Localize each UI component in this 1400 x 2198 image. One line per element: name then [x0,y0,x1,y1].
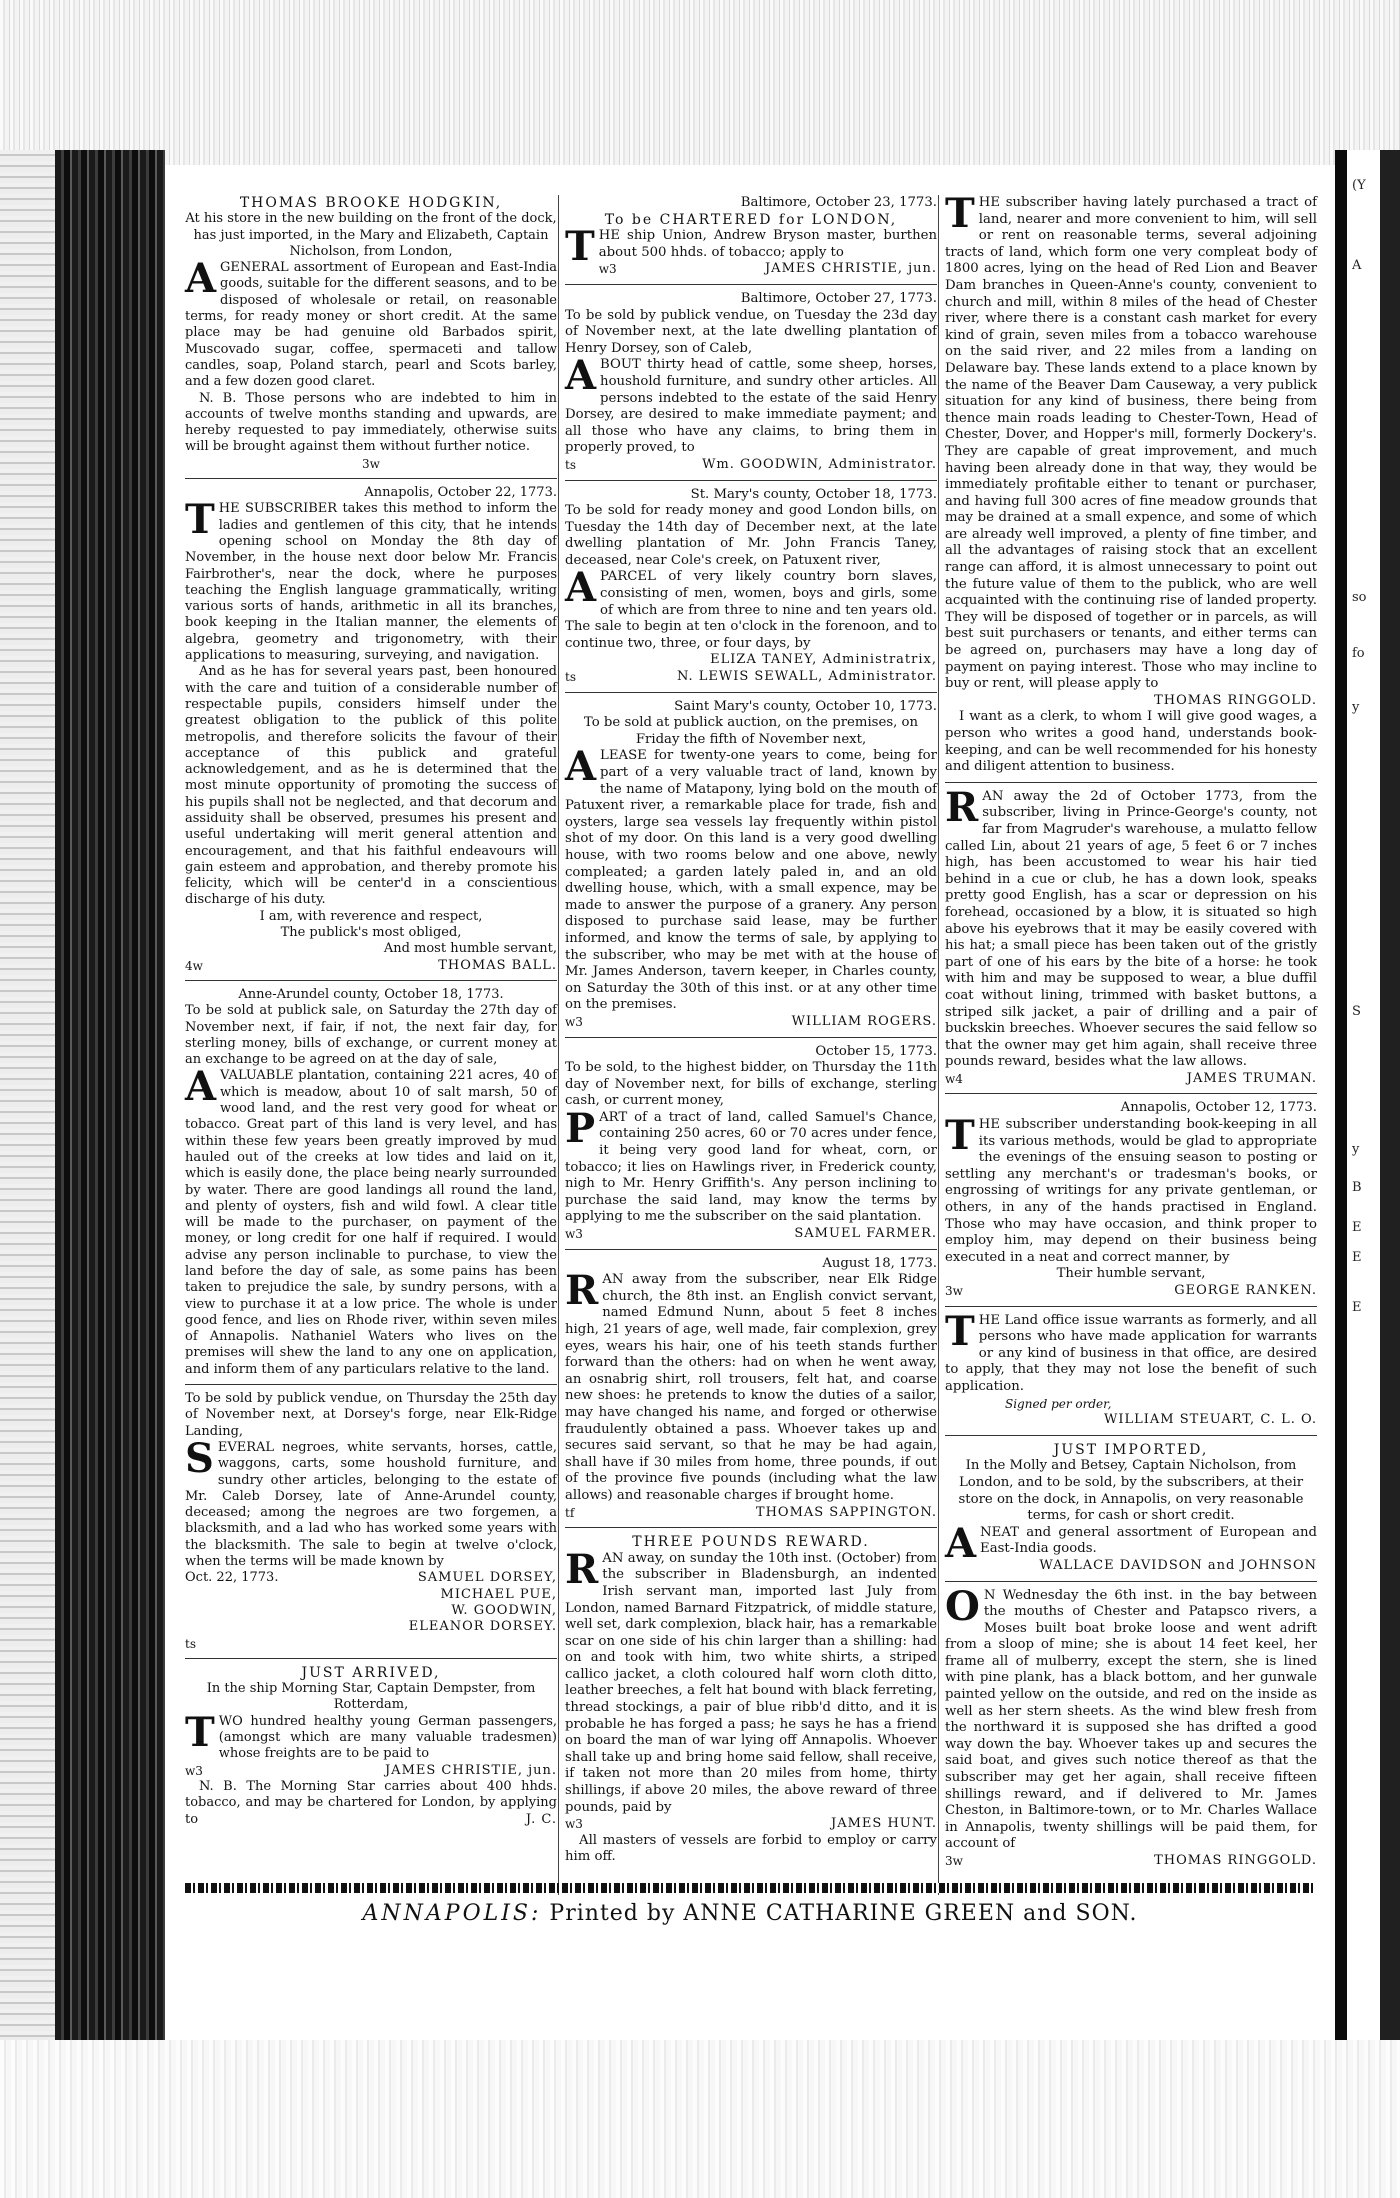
dateline: Anne-Arundel county, October 18, 1773. [238,986,504,1002]
ad-separator [565,1037,937,1038]
ad-body: AN away the 2d of October 1773, from the subscriber, living in Prince-George's county, not far from Magruder's warehouse, a mulatto fellow called Lin, about 21 years of age, 5 feet 6 or 7 inches high, has been accustomed to wear his hair tied behind in a cue or club, he has a down look, speaks pretty good English, has a scar or depression on his forehead, occasioned by a blow, it is situated so high above his eyebrows that it may be easily covered with his hat; a small piece has been taken out of the gristly part of one of his ears by the bite of a horse: he took with him and may be supposed to wear, a blue duffil coat without lining, trimmed with basket buttons, a striped silk jacket, a pair of drilling and a pair of buckskin breeches. Whoever secures the said fellow so that the owner may get him again, shall receive three pounds reward, besides what the law allows. [945,788,1317,1070]
drop-cap: T [945,1112,975,1160]
dateline: October 15, 1773. [815,1043,937,1059]
ad-body-continued: And as he has for several years past, been honoured with the care and tuition of a considerable number of respectable pupils, considers himself under the greatest obligation to the publick of this polite metropolis, and therefore solicits the favour of their acceptance of this publick and grateful acknowledgement, and as he is determined that the most minute opportunity of promoting the success of his pupils shall not be neglected, and that decorum and assiduity shall be observed, presumes his present and useful undertaking will merit general attention and encouragement, and that his faithful endeavours will gain esteem and approbation, and thereby promote his felicity, which will be center'd in a conscientious discharge of his duty. [185,664,557,908]
insertion-mark: 3w [945,1284,963,1298]
book-binding [55,150,165,2070]
signer: N. LEWIS SEWALL, Administrator. [676,669,937,685]
ad-nb: I want as a clerk, to whom I will give good wages, a person who writes a good hand, understands book-keeping, and can be well recommended for his honesty and diligent attention to business. [945,709,1317,775]
ad-body: GENERAL assortment of European and East-India goods, suitable for the different seasons, and to be disposed of wholesale or retail, on reasonable terms, for ready money or short credit. At the same place may be had genuine old Barbados spirit, Muscovado sugar, coffee, spermaceti and tallow candles, soap, Poland starch, pearl and Scots barley, and a few dozen good claret. [185,260,557,390]
ad-nb: N. B. Those persons who are indebted to him in accounts of twelve months standing and upwards, are hereby requested to pay immediately, otherwise suits will be brought against them without further notice. [185,390,557,455]
drop-cap: T [945,190,975,237]
insertion-mark: ts [565,457,576,472]
ad-just-imported [945,1442,1317,1575]
insertion-mark: ts [185,1636,196,1651]
signer: ELEANOR DORSEY. [408,1619,557,1635]
ad-plantation-sale [185,987,557,1378]
column-1 [185,195,557,1833]
signature: THOMAS RINGGOLD. [1154,692,1317,708]
signer: ELIZA TANEY, Administratrix, [710,652,937,668]
signature: JAMES HUNT. [831,1816,937,1832]
ad-goodwin-vendue [565,291,937,474]
column-2 [565,195,937,1871]
next-page-fragment: (Y [1352,178,1366,193]
next-page-fragment: y [1352,700,1360,715]
ad-separator [185,1384,557,1385]
column-3 [945,190,1317,1875]
advertiser-name: THOMAS BROOKE HODGKIN, [239,195,503,211]
ad-nb: All masters of vessels are forbid to employ or carry him off. [565,1832,937,1865]
drop-cap: R [945,783,979,831]
ad-intro: To be sold, to the highest bidder, on Thursday the 11th day of November next, for bills of exchange, sterling cash, or current money, [565,1060,937,1109]
ad-taney-sale [565,487,937,686]
ad-intro: To be sold at publick auction, on the premises, on Friday the fifth of November next, [583,715,919,747]
ad-separator [185,1658,557,1659]
drop-cap: A [185,255,217,303]
ad-separator [565,1249,937,1250]
drop-cap: T [185,1708,215,1756]
insertion-mark: 3w [945,1854,963,1868]
signature: JAMES TRUMAN. [1186,1070,1317,1086]
ad-body: AN away, on sunday the 10th inst. (October) from the subscriber in Bladensburgh, an indented Irish servant man, imported last July from London, named Barnard Fitzpatrick, of middle stature, well set, dark complexion, black hair, has a remarkable scar on one side of his chin larger than a shilling: had on and took with him, two white shirts, a striped callico jacket, a cloth coloured half worn cloth ditto, leather breeches, a felt hat bound with black ferreting, thread stockings, a pair of blue ribb'd ditto, and it is probable he has forged a pass; he says he has a friend on board the man of war lying off Annapolis. Whoever shall take up and bring home said fellow, shall receive, if taken not more than 20 miles from home, thirty shillings, if above 20 miles, the above reward of three pounds, paid by [565,1550,937,1815]
ad-heading: To be CHARTERED for LONDON, [604,211,898,228]
signature: JAMES CHRISTIE, jun. [384,1762,557,1778]
signer: W. GOODWIN, [451,1602,557,1618]
next-page-fragment: fo [1352,646,1365,661]
ad-hodgkin [185,195,557,472]
ad-separator [945,1306,1317,1307]
imprint-text: Printed by ANNE CATHARINE GREEN and SON. [549,1901,1138,1926]
insertion-mark: w4 [945,1071,963,1086]
next-page-fragment: E [1352,1300,1362,1315]
ad-separator [945,782,1317,783]
insertion-mark: 4w [185,958,203,973]
ad-body: PARCEL of very likely country born slaves, consisting of men, women, boys and girls, some of which are from three to nine and ten years old. The sale to begin at ten o'clock in the forenoon, and to continue two, three, or four days, by [565,569,937,651]
drop-cap: T [945,1307,975,1355]
ad-intro: At his store in the new building on the front of the dock, has just imported, in the Mary and Elizabeth, Captain Nicholson, from London, [185,211,557,259]
signature: J. C. [525,1811,557,1827]
signature: THOMAS RINGGOLD. [1154,1853,1317,1868]
ad-body: VALUABLE plantation, containing 221 acres, 40 of which is meadow, about 10 of salt marsh, 50 of wood land, and the rest very good for wheat or tobacco. Great part of this land is very level, and has within these few years been greatly improved by mud hauled out of the creeks at low tides and laid on it, which is easily done, the place being nearly surrounded by water. There are good landings all round the land, and plenty of oysters, fish and wild fowl. A clear title will be made to the purchaser, on payment of the money, or long credit for one half if required. I would advise any person inclinable to purchase, to view the land before the day of sale, as some pains has been taken to prejudice the sale, by sundry persons, with a view to purchase it at a low price. The whole is under good fence, and lies on Rhode river, within seven miles of Annapolis. Nathaniel Waters who lives on the premises will shew the land to any one on application, and inform them of any particulars relative to the land. [185,1068,557,1377]
page-stack-edge [0,150,55,2070]
ornamental-border [185,1883,1315,1893]
ad-body: WO hundred healthy young German passengers, (amongst which are many valuable tradesmen) whose freights are to be paid to [218,1713,557,1762]
scan-background-top [0,0,1400,165]
drop-cap: T [565,223,595,271]
column-divider [558,195,559,1895]
ad-body: LEASE for twenty-one years to come, being for part of a very valuable tract of land, known by the name of Matapony, lying bold on the mouth of Patuxent river, a remarkable place for trade, fish and oysters, large sea vessels lay frequently within pistol shot of my door. On this land is a very good dwelling house, with two rooms below and one above, newly compleated; a garden lately paled in, and an old dwelling house, which, with a small expence, may be made to answer the purpose of a granery. Any person disposed to purchase said lease, may be further informed, and know the terms of sale, by applying to the subscriber, who may be met with at the house of Mr. James Anderson, tavern keeper, in Charles county, on Saturday the 30th of this inst. or at any other time on the premises. [565,748,937,1013]
insertion-mark: w3 [185,1763,203,1778]
ad-separator [565,284,937,285]
dateline: Annapolis, October 22, 1773. [364,485,557,501]
ad-body: HE SUBSCRIBER takes this method to inform the ladies and gentlemen of this city, that he intends opening school on Monday the 8th day of November, in the house next door below Mr. Francis Fairbrother's, near the dock, where he purposes teaching the English language grammatically, writing various sorts of hands, arithmetic in all its branches, book keeping in the Italian manner, the elements of algebra, geometry and trigonometry, with their applications to measuring, surveying, and navigation. [185,501,557,664]
ad-separator [185,980,557,981]
ad-body: HE subscriber having lately purchased a tract of land, nearer and more convenient to him, will sell or rent on reasonable terms, several adjoining tracts of land, which form one very compleat body of 1800 acres, lying on the head of Red Lion and Beaver Dam branches in Queen-Anne's county, convenient to church and mill, within 8 miles of the head of Chester river, where there is a constant cash market for every kind of grain, seven miles from a tobacco warehouse on the said river, and 22 miles from a landing on Delaware bay. These lands extend to a place known by the name of the Beaver Dam Causeway, a very publick situation for any kind of business, there being from thence main roads leading to Chester-Town, Head of Chester, Dover, and Hopper's mill, formerly Dockery's. They are capable of great improvement, and much having been already done in that way, they would be immediately profitable either to tenant or purchaser, and having full 300 acres of fine meadow grounds that may be drained at a small expence, and some of which are already well improved, a plenty of fine timber, and all the advantages of raising stock that an excellent range can afford, it is almost unnecessary to point out the future value of them to the publick, who are well acquainted with the continuing rise of landed property. They will be disposed of together or in parcels, as will best suit purchasers or tenants, and either terms can be agreed on, purchasers may have a long day of payment on paying interest. Those who may incline to buy or rent, will please apply to [945,195,1317,692]
next-page-fragment: A [1352,258,1362,273]
ad-separator [945,1435,1317,1436]
newspaper-page [165,165,1335,2035]
ad-intro: To be sold by publick vendue, on Thursday the 25th day of November next, at Dorsey's forge, near Elk-Ridge Landing, [185,1391,557,1439]
ad-body: HE ship Union, Andrew Bryson master, burthen about 500 hhds. of tobacco; apply to [598,228,937,260]
drop-cap: T [185,496,215,544]
ad-body: HE subscriber understanding book-keeping in all its various methods, would be glad to appropriate the evenings of the ensuing season to posting or settling any merchant's or tradesman's books, or engrossing of writings for any private gentleman, or others, in any of the hands practised in England. Those who may have occasion, and think proper to employ him, may depend on their business being executed in a neat and correct manner, by [945,1117,1317,1265]
insertion-mark: w3 [565,1227,583,1242]
ad-separator [945,1581,1317,1582]
ad-date: Oct. 22, 1773. [185,1570,279,1586]
insertion-mark: w3 [565,1817,583,1832]
signer: MICHAEL PUE, [440,1586,557,1602]
dateline: August 18, 1773. [822,1255,937,1271]
insertion-mark: tf [565,1505,575,1520]
drop-cap: O [945,1582,980,1630]
next-page-edge [1335,150,1400,2070]
next-page-fragment: y [1352,1142,1360,1157]
insertion-mark: w3 [565,1014,583,1029]
dateline: Annapolis, October 12, 1773. [1120,1100,1317,1116]
signature: Wm. GOODWIN, Administrator. [702,456,937,472]
drop-cap: R [565,1545,599,1593]
drop-cap: A [565,564,597,612]
ad-separator [565,1527,937,1528]
dateline: Baltimore, October 27, 1773. [740,290,937,306]
insertion-mark: w3 [598,262,617,277]
ad-intro: In the Molly and Betsey, Captain Nicholson, from London, and to be sold, by the subscribers, at their store on the dock, in Annapolis, on very reasonable terms, for cash or short credit. [958,1458,1304,1524]
signature: WALLACE DAVIDSON and JOHNSON [1039,1557,1317,1573]
ad-nb: N. B. The Morning Star carries about 400 hhds. tobacco, and may be chartered for London, by applying to [185,1778,557,1827]
ad-hunt-reward [565,1534,937,1866]
column-divider [938,195,939,1895]
ad-ringgold-boat [945,1582,1317,1870]
ad-just-arrived [185,1665,557,1828]
ad-body: NEAT and general assortment of European and East-India goods. [980,1524,1317,1557]
ad-body: ART of a tract of land, called Samuel's Chance, containing 250 acres, 60 or 70 acres under fence, it being very good land for wheat, corn, or tobacco; it lies on Hawlings river, in Frederick county, nigh to Mr. Henry Griffith's. Any person inclining to purchase the said land, may know the terms by applying to me the subscriber on the said plantation. [565,1109,937,1225]
closing-line: And most humble servant, [383,941,557,957]
dateline: Saint Mary's county, October 10, 1773. [674,698,937,714]
drop-cap: A [565,743,597,791]
ad-sappington-runaway [565,1256,937,1522]
signature: THOMAS BALL. [438,957,557,973]
scan-background-bottom [0,2040,1400,2198]
next-page-fragment: E [1352,1220,1362,1235]
drop-cap: A [565,352,597,400]
ad-rogers-lease [565,699,937,1031]
next-page-fragment: B [1352,1180,1362,1195]
ad-separator [565,692,937,693]
ad-intro: To be sold at publick sale, on Saturday the 27th day of November next, if fair, if not, the next fair day, for sterling money, bills of exchange, or current money at an exchange to be agreed on at the day of sale, [185,1003,557,1068]
ad-charter-union [565,195,937,278]
signed-per-order: Signed per order, [1005,1396,1112,1411]
insertion-mark: ts [565,670,576,685]
closing-line: Their humble servant, [1056,1266,1206,1282]
ad-ranken-bookkeeping [945,1100,1317,1299]
signature: SAMUEL FARMER. [794,1226,937,1242]
ad-intro: To be sold by publick vendue, on Tuesday the 23d day of November next, at the late dwelling plantation of Henry Dorsey, son of Caleb, [565,307,937,356]
ad-body: HE Land office issue warrants as formerly, and all persons who have made application for warrants or any kind of business in that office, are desired to apply, that they may not lose the benefit of such application. [945,1312,1317,1394]
ad-land-office [945,1307,1317,1429]
ad-ball-school [185,485,557,974]
ad-heading: THREE POUNDS REWARD. [632,1534,870,1551]
ad-dorsey-estate [185,1391,557,1652]
ad-farmer-land [565,1044,937,1243]
signature: GEORGE RANKEN. [1174,1283,1317,1298]
drop-cap: S [185,1434,214,1482]
ad-body: BOUT thirty head of cattle, some sheep, horses, houshold furniture, and sundry other articles. All persons indebted to the estate of the said Henry Dorsey, are desired to make immediate payment; and all those who have any claims, to bring them in properly proved, to [565,357,937,456]
ad-body: N Wednesday the 6th inst. in the bay between the mouths of Chester and Patapsco rivers, a Moses built boat broke loose and went adrift from a sloop of mine; she is about 14 feet keel, her frame all of mulberry, except the stern, she is lined with pine plank, has a black bottom, and her gunwale painted yellow on the outside, and red on the inside as well as her stern sheets. As the wind blew fresh from the northward it is supposed she has drifted a good way down the bay. Whoever takes up and secures the said boat, and gives such notice thereof as that the subscriber may get her again, shall receive fifteen shillings reward, and if delivered to Mr. James Cheston, in Baltimore-town, or to Mr. Charles Wallace in Annapolis, twenty shillings will be paid them, for account of [945,1587,1317,1852]
next-page-fragment: S [1352,1004,1361,1019]
closing-line: I am, with reverence and respect, [259,908,483,924]
printer-imprint [185,1901,1315,1926]
ad-heading: JUST IMPORTED, [1053,1441,1209,1458]
drop-cap: A [185,1063,217,1111]
signature: WILLIAM ROGERS. [791,1013,937,1029]
dateline: Baltimore, October 23, 1773. [740,195,937,210]
drop-cap: R [565,1267,599,1315]
ad-separator [945,1093,1317,1094]
ad-body: EVERAL negroes, white servants, horses, cattle, waggons, carts, some houshold furniture, and sundry other articles, belonging to the estate of Mr. Caleb Dorsey, late of Anne-Arundel county, deceased; among the negroes are two forgemen, a blacksmith, and a lad who has worked some years with the blacksmith. The sale to begin at twelve o'clock, when the terms will be made known by [185,1439,557,1570]
dateline: St. Mary's county, October 18, 1773. [690,486,937,502]
signature: THOMAS SAPPINGTON. [755,1504,937,1520]
drop-cap: P [565,1104,596,1152]
ad-intro: To be sold for ready money and good London bills, on Tuesday the 14th day of December next, at the late dwelling plantation of Mr. John Francis Taney, deceased, near Cole's creek, on Patuxent river, [565,503,937,568]
ad-intro: In the ship Morning Star, Captain Dempster, from Rotterdam, [206,1681,536,1713]
next-page-fragment: so [1352,590,1367,605]
ad-heading: JUST ARRIVED, [301,1664,441,1681]
ad-ringgold-land [945,190,1317,776]
ad-separator [565,480,937,481]
insertion-mark: 3w [362,456,380,471]
signer: SAMUEL DORSEY, [417,1570,557,1586]
closing-line: The publick's most obliged, [280,925,462,941]
ad-separator [185,478,557,479]
ad-body: AN away from the subscriber, near Elk Ridge church, the 8th inst. an English convict servant, named Edmund Nunn, about 5 feet 8 inches high, 21 years of age, well made, fair complexion, grey eyes, wears his hair, one of his teeth stands further forward than the others: had on when he went away, an osnabrig shirt, roll trousers, felt hat, and coarse new shoes: he pretends to know the duties of a sailor, may have changed his name, and forged or otherwise fraudulently obtained a pass. Whoever takes up and secures said servant, so that he may be had again, shall have if 30 miles from home, three pounds, if out of the province five pounds (including what the law allows) and reasonable charges if brought home. [565,1272,937,1503]
ad-truman-runaway [945,783,1317,1088]
signature: JAMES CHRISTIE, jun. [764,261,937,277]
imprint-place: ANNAPOLIS: [362,1901,542,1926]
next-page-fragment: E [1352,1250,1362,1265]
drop-cap: A [945,1519,977,1567]
signature: WILLIAM STEUART, C. L. O. [1104,1412,1317,1428]
